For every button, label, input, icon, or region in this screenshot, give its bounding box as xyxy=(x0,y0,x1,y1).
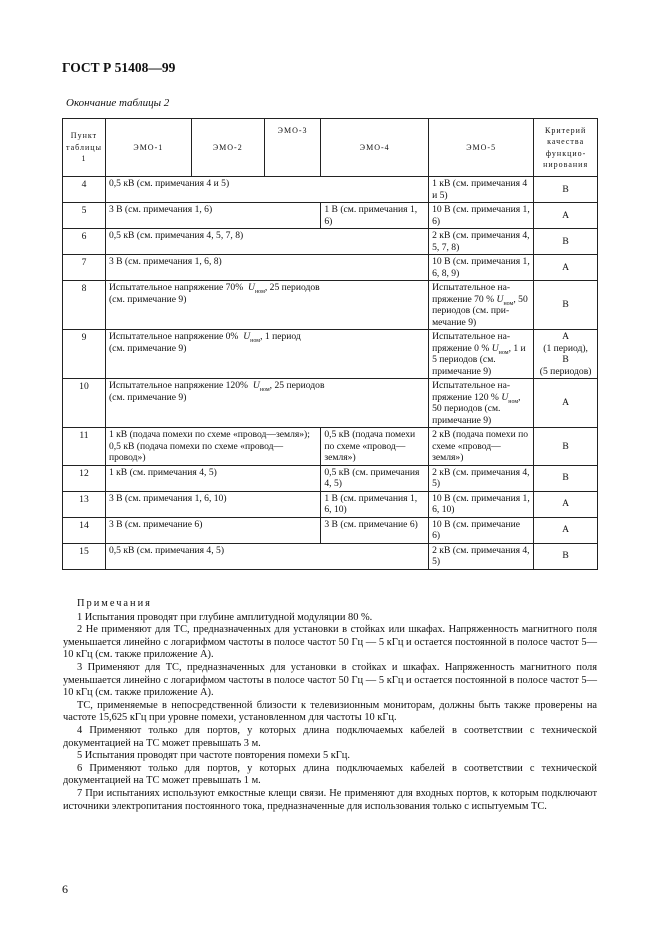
cell-emo1-4: 0,5 кВ (см. примечания 4 и 5) xyxy=(105,177,428,203)
cell-emo5: 10 В (см. примечания 1, 6, 10) xyxy=(429,491,534,517)
note-6: 6 Применяют только для портов, у которых длина подключаемых кабелей в соответствии с технической документацией на ТС может превышать 1 м. xyxy=(63,762,597,787)
note-1: 1 Испытания проводят при глубине амплитудной модуляции 80 %. xyxy=(77,611,373,623)
cell-emo1-3: 1 кВ (см. примечания 4, 5) xyxy=(105,465,320,491)
page-number: 6 xyxy=(62,882,68,896)
cell-criterion: А (1 период), В (5 периодов) xyxy=(534,330,598,379)
cell-emo1-3: 3 В (см. примечание 6) xyxy=(105,517,320,543)
notes-title: Примечания xyxy=(77,598,152,609)
note-2: 2 Не применяют для ТС, предназначенных для установки в стойках или шкафах. Напряженность магнитного поля уменьшается линейно с логарифмом частоты в полосе частот 50 Гц — 5 кГц и остается постоянной в полосе частот 5—10 кГц (см. также приложение А). xyxy=(63,624,597,661)
cell-emo5: 2 кВ (см. примечания 4, 5, 7, 8) xyxy=(429,229,534,255)
table-row xyxy=(63,491,598,517)
cell-emo1-3: 3 В (см. примечания 1, 6, 10) xyxy=(105,491,320,517)
cell-criterion: В xyxy=(534,428,598,466)
document-header: ГОСТ Р 51408—99 xyxy=(62,60,176,75)
cell-criterion: А xyxy=(534,517,598,543)
table-row xyxy=(63,379,598,428)
table-2-continued xyxy=(62,118,598,570)
cell-emo4: 0,5 кВ (см. примечания 4, 5) xyxy=(321,465,429,491)
cell-emo5: 1 кВ (см. примечания 4 и 5) xyxy=(429,177,534,203)
table-row xyxy=(63,203,598,229)
notes-section xyxy=(63,598,597,813)
cell-criterion: А xyxy=(534,491,598,517)
table-row xyxy=(63,543,598,569)
col-header-item: Пункт таблицы 1 xyxy=(63,119,106,177)
table-row xyxy=(63,330,598,379)
cell-emo1-4: Испытательное напряжение 120% $U_{ном}$, 25 периодов (см. примечание 9) xyxy=(105,379,428,428)
col-header-criterion: Критерий качества функционирования xyxy=(534,119,598,177)
col-header-emo1: ЭМО-1 xyxy=(105,119,191,177)
cell-emo1-4: Испытательное напряжение 0% $U_{ном}$, 1 период (см. примечание 9) xyxy=(105,330,428,379)
table-row xyxy=(63,229,598,255)
table-row xyxy=(63,465,598,491)
cell-emo5: 2 кВ (подача помехи по схеме «провод—земля») xyxy=(429,428,534,466)
row-number: 10 xyxy=(63,379,106,428)
note-7: 7 При испытаниях используют емкостные клещи связи. Не применяют для входных портов, к которым подключают источники электропитания постоянного тока, предназначенные для использования только с испытуемым ТС. xyxy=(63,787,597,812)
table-row xyxy=(63,281,598,330)
table-row xyxy=(63,517,598,543)
cell-criterion: А xyxy=(534,255,598,281)
cell-criterion: В xyxy=(534,177,598,203)
cell-criterion: В xyxy=(534,229,598,255)
note-3-continued: ТС, применяемые в непосредственной близости к телевизионным мониторам, должны быть также проверены на частоте 15,625 кГц при уровне помехи, установленном для частоты 10 кГц. xyxy=(63,699,597,724)
cell-emo4: 1 В (см. примечания 1, 6, 10) xyxy=(321,491,429,517)
cell-emo5: 2 кВ (см. примечания 4, 5) xyxy=(429,465,534,491)
cell-emo5: 2 кВ (см. примечания 4, 5) xyxy=(429,543,534,569)
table-row xyxy=(63,428,598,466)
table-header-row xyxy=(63,119,598,177)
note-4: 4 Применяют только для портов, у которых длина подключаемых кабелей в соответствии с технической документацией на ТС может превышать 3 м. xyxy=(63,724,597,749)
table-row xyxy=(63,177,598,203)
col-header-emo5: ЭМО-5 xyxy=(429,119,534,177)
row-number: 6 xyxy=(63,229,106,255)
row-number: 11 xyxy=(63,428,106,466)
note-5: 5 Испытания проводят при частоте повторения помехи 5 кГц. xyxy=(77,750,350,762)
cell-emo1-4: 0,5 кВ (см. примечания 4, 5) xyxy=(105,543,428,569)
cell-emo5: 10 В (см. примечания 1, 6) xyxy=(429,203,534,229)
row-number: 9 xyxy=(63,330,106,379)
cell-criterion: В xyxy=(534,543,598,569)
row-number: 7 xyxy=(63,255,106,281)
table-row xyxy=(63,255,598,281)
cell-emo4: 0,5 кВ (подача помехи по схеме «провод—земля») xyxy=(321,428,429,466)
cell-emo5: 10 В (см. примечание 6) xyxy=(429,517,534,543)
cell-criterion: В xyxy=(534,281,598,330)
row-number: 4 xyxy=(63,177,106,203)
cell-emo1-4: Испытательное напряжение 70% $U_{ном}$, 25 периодов (см. примечание 9) xyxy=(105,281,428,330)
row-number: 14 xyxy=(63,517,106,543)
cell-emo5: Испытательное напряжение 120 % $U_{ном}$, 50 периодов (см. примечание 9) xyxy=(429,379,534,428)
cell-criterion: В xyxy=(534,465,598,491)
cell-emo5: Испытательное напряжение 70 % $U_{ном}$, 50 периодов (см. примечание 9) xyxy=(429,281,534,330)
cell-emo5: 10 В (см. примечания 1, 6, 8, 9) xyxy=(429,255,534,281)
cell-emo5: Испытательное напряжение 0 % $U_{ном}$, 1 и 5 периодов (см. примечание 9) xyxy=(429,330,534,379)
col-header-emo2: ЭМО-2 xyxy=(191,119,264,177)
row-number: 5 xyxy=(63,203,106,229)
table-caption: Окончание таблицы 2 xyxy=(66,97,170,109)
col-header-emo4: ЭМО-4 xyxy=(321,119,429,177)
cell-emo4: 3 В (см. примечание 6) xyxy=(321,517,429,543)
cell-criterion: А xyxy=(534,379,598,428)
row-number: 12 xyxy=(63,465,106,491)
cell-emo1-4: 3 В (см. примечания 1, 6, 8) xyxy=(105,255,428,281)
cell-emo1-3: 3 В (см. примечания 1, 6) xyxy=(105,203,320,229)
cell-criterion: А xyxy=(534,203,598,229)
row-number: 13 xyxy=(63,491,106,517)
row-number: 8 xyxy=(63,281,106,330)
row-number: 15 xyxy=(63,543,106,569)
cell-emo1-3: 1 кВ (подача помехи по схеме «провод—земля»); 0,5 кВ (подача помехи по схеме «провод—провод») xyxy=(105,428,320,466)
cell-emo4: 1 В (см. примечания 1, 6) xyxy=(321,203,429,229)
col-header-emo3: ЭМО-3 xyxy=(264,119,321,177)
note-3: 3 Применяют для ТС, предназначенных для установки в стойках и шкафах. Напряженность магнитного поля уменьшается линейно с логарифмом частоты в полосе частот 50 Гц — 5 кГц и остается постоянной в полосе частот 5—10 кГц (см. также приложение А). xyxy=(63,661,597,699)
cell-emo1-4: 0,5 кВ (см. примечания 4, 5, 7, 8) xyxy=(105,229,428,255)
